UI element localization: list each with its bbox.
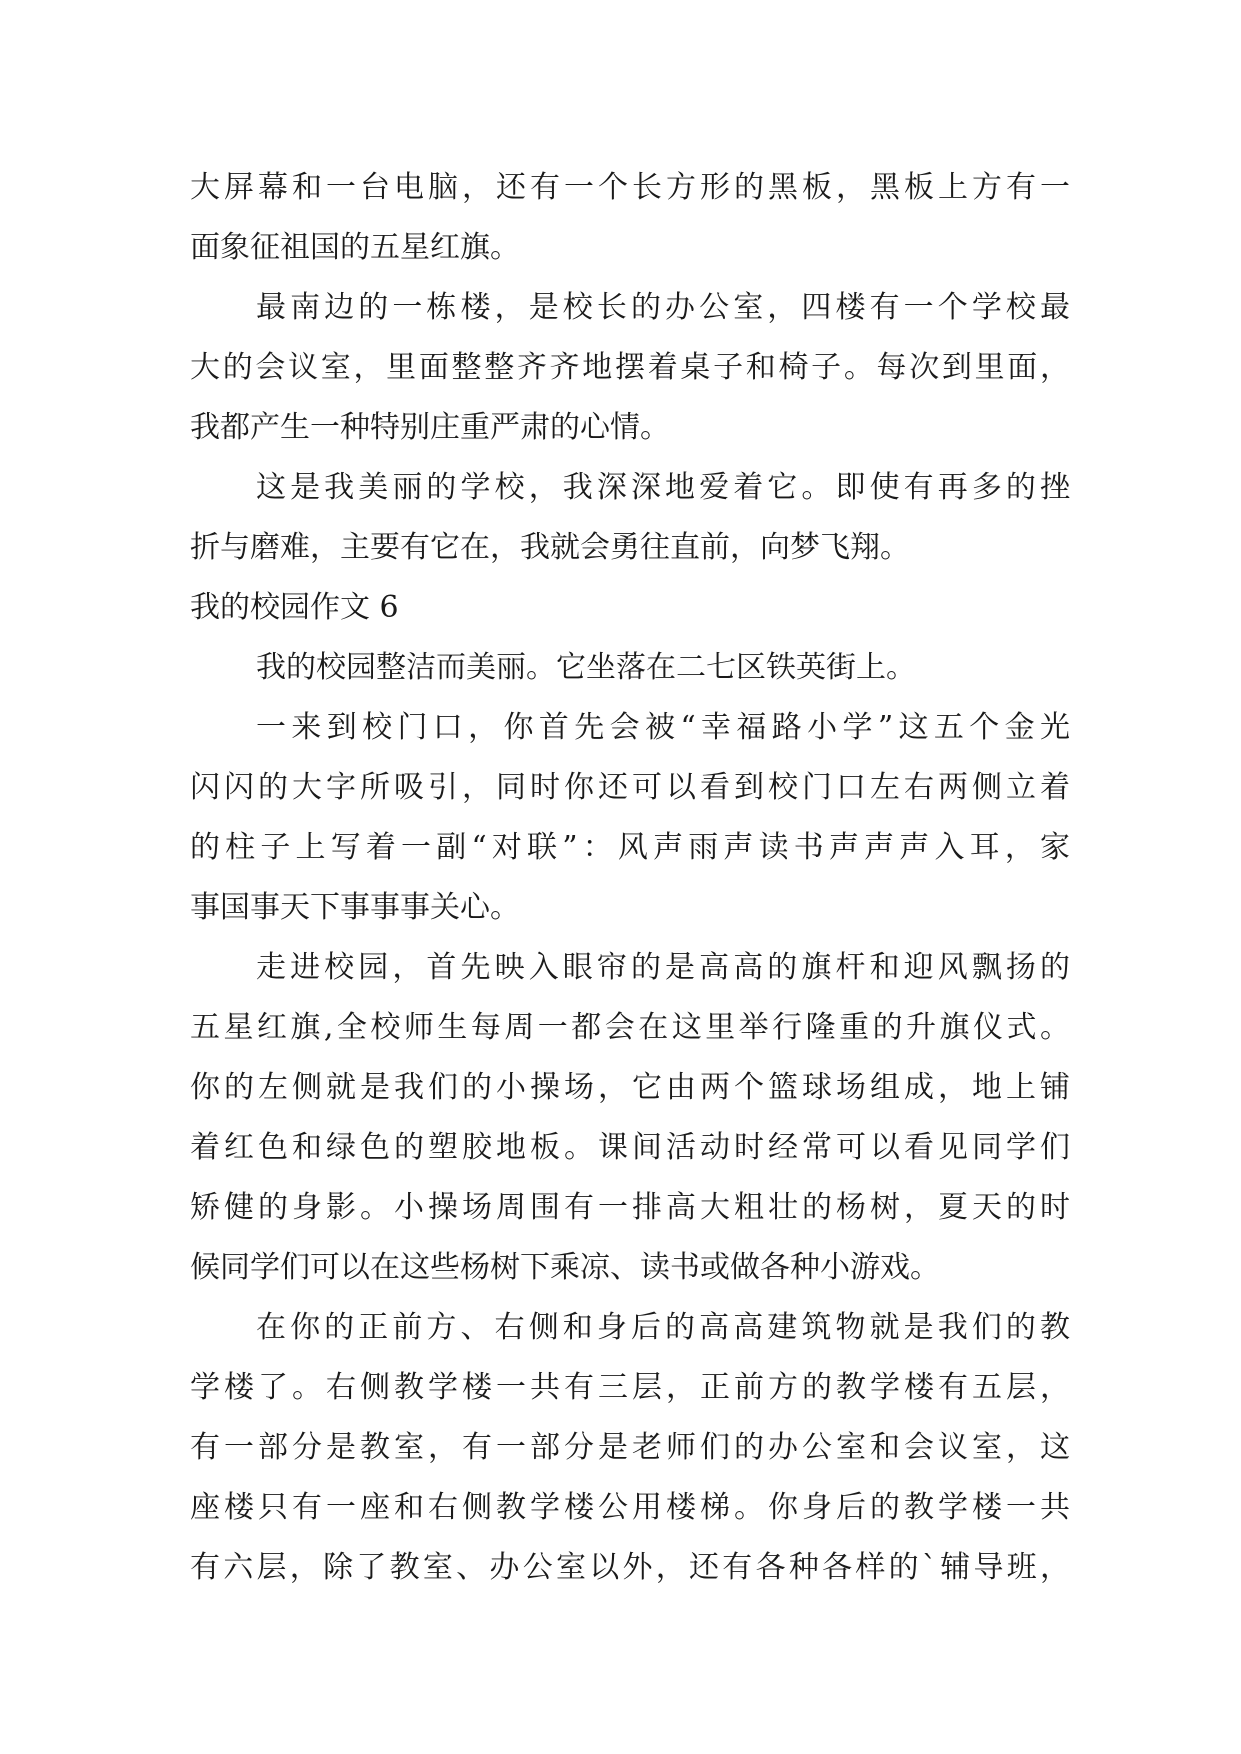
text-line: 的柱子上写着一副“对联”：风声雨声读书声声声入耳，家 [190, 830, 1070, 865]
document-body [190, 158, 1070, 1598]
text-line: 这是我美丽的学校，我深深地爱着它。即使有再多的挫 [256, 470, 1070, 505]
section-heading: 我的校园作文 6 [190, 590, 399, 625]
text-line: 五星红旗,全校师生每周一都会在这里举行隆重的升旗仪式。 [190, 1010, 1070, 1045]
text-line: 折与磨难，主要有它在，我就会勇往直前，向梦飞翔。 [190, 530, 910, 565]
text-line: 一来到校门口，你首先会被“幸福路小学”这五个金光 [256, 710, 1070, 745]
text-line: 有六层，除了教室、办公室以外，还有各种各样的`辅导班， [190, 1550, 1070, 1585]
text-line: 我的校园整洁而美丽。它坐落在二七区铁英街上。 [256, 650, 916, 685]
text-line: 闪闪的大字所吸引，同时你还可以看到校门口左右两侧立着 [190, 770, 1070, 805]
text-line: 面象征祖国的五星红旗。 [190, 230, 520, 265]
text-line: 在你的正前方、右侧和身后的高高建筑物就是我们的教 [256, 1310, 1070, 1345]
text-line: 最南边的一栋楼，是校长的办公室，四楼有一个学校最 [256, 290, 1070, 325]
text-line: 着红色和绿色的塑胶地板。课间活动时经常可以看见同学们 [190, 1130, 1070, 1165]
text-line: 候同学们可以在这些杨树下乘凉、读书或做各种小游戏。 [190, 1250, 940, 1285]
text-line: 大屏幕和一台电脑，还有一个长方形的黑板，黑板上方有一 [190, 170, 1070, 205]
text-line: 学楼了。右侧教学楼一共有三层，正前方的教学楼有五层， [190, 1370, 1070, 1405]
text-line: 有一部分是教室，有一部分是老师们的办公室和会议室，这 [190, 1430, 1070, 1465]
text-line: 你的左侧就是我们的小操场，它由两个篮球场组成，地上铺 [190, 1070, 1070, 1105]
text-line: 我都产生一种特别庄重严肃的心情。 [190, 410, 670, 445]
text-line: 走进校园，首先映入眼帘的是高高的旗杆和迎风飘扬的 [256, 950, 1070, 985]
text-line: 大的会议室，里面整整齐齐地摆着桌子和椅子。每次到里面， [190, 350, 1070, 385]
text-line: 座楼只有一座和右侧教学楼公用楼梯。你身后的教学楼一共 [190, 1490, 1070, 1525]
text-line: 事国事天下事事事关心。 [190, 890, 520, 925]
text-line: 矫健的身影。小操场周围有一排高大粗壮的杨树，夏天的时 [190, 1190, 1070, 1225]
